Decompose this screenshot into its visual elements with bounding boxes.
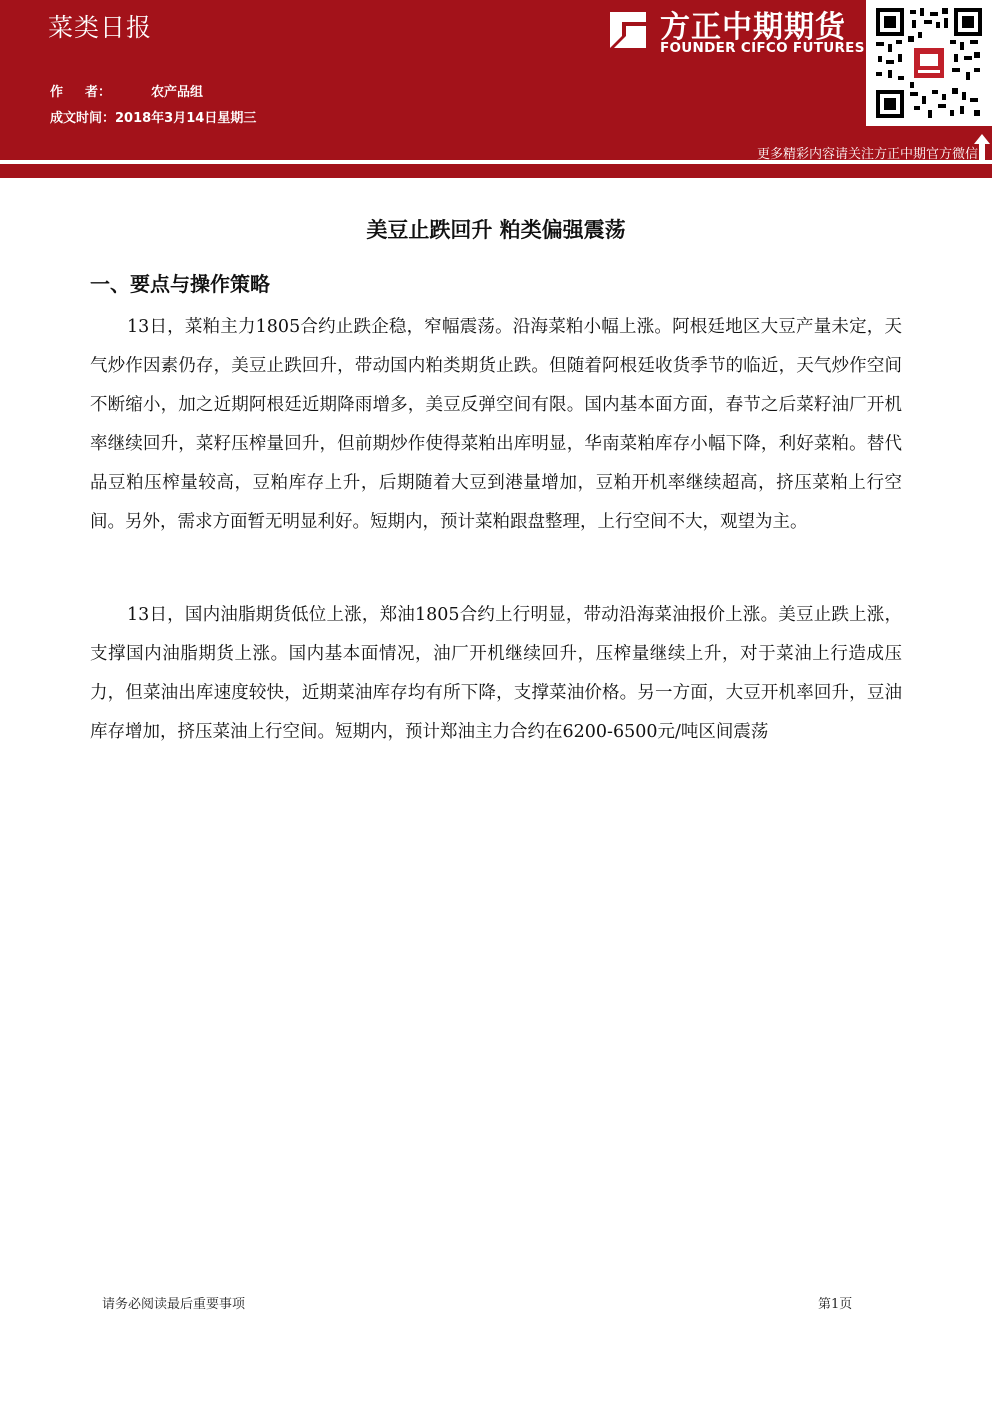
qr-code-icon [874,6,984,120]
document-title: 美豆止跌回升 粕类偏强震荡 [366,218,626,242]
wechat-qr-code [866,0,992,126]
author-label-2: 者： [85,85,112,100]
wechat-follow-note: 更多精彩内容请关注方正中期官方微信 [756,147,978,162]
founder-logo-icon [604,6,652,54]
author-row [50,81,203,100]
date-row: 成文时间：2018年3月14日星期三 [50,111,257,126]
logo-english-name: FOUNDER CIFCO FUTURES [660,40,865,56]
author-label: 作 [50,85,64,100]
logo-chinese-name: 方正中期期货 [660,10,846,45]
header-underline-bar [0,164,992,178]
paragraph-rapeseed-meal: 13日，菜粕主力1805合约止跌企稳，窄幅震荡。沿海菜粕小幅上涨。阿根廷地区大豆产量未定，天气炒作因素仍存，美豆止跌回升，带动国内粕类期货止跌。但随着阿根廷收货季节的临近，天气炒作空间不断缩小，加之近期阿根廷近期降雨增多，美豆反弹空间有限。国内基本面方面，春节之后菜籽油厂开机率继续回升，菜籽压榨量回升，但前期炒作使得菜粕出库明显，华南菜粕库存小幅下降，利好菜粕。替代品豆粕压榨量较高，豆粕库存上升，后期随着大豆到港量增加，豆粕开机率继续超高，挤压菜粕上行空间。另外，需求方面暂无明显利好。短期内，预计菜粕跟盘整理，上行空间不大，观望为主。 [90,317,902,532]
page-number: 第1页 [818,1297,853,1312]
author-value: 农产品组 [151,85,204,100]
section-heading: 一、要点与操作策略 [90,272,270,296]
report-type: 菜类日报 [48,13,153,42]
arrow-up-icon [974,134,990,160]
paragraph-rapeseed-oil: 13日，国内油脂期货低位上涨，郑油1805合约上行明显，带动沿海菜油报价上涨。美豆止跌上涨，支撑国内油脂期货上涨。国内基本面情况，油厂开机继续回升，压榨量继续上升，对于菜油上行造成压力，但菜油出库速度较快，近期菜油库存均有所下降，支撑菜油价格。另一方面，大豆开机率回升，豆油库存增加，挤压菜油上行空间。短期内，预计郑油主力合约在6200-6500元/吨区间震荡 [90,605,902,742]
footer-disclaimer-note: 请务必阅读最后重要事项 [102,1297,246,1312]
